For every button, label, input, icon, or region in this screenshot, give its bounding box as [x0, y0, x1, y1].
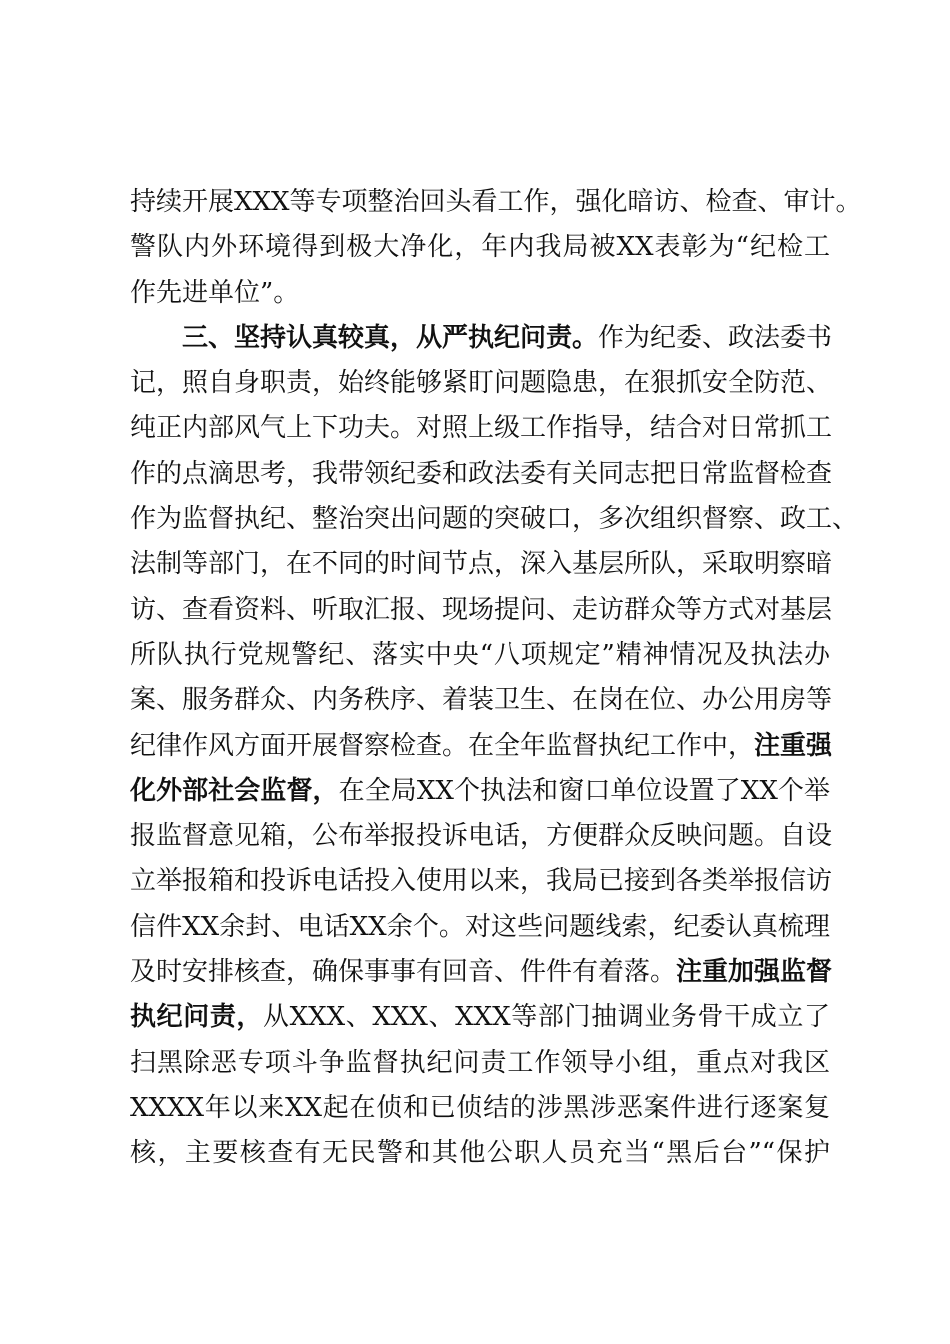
text-line — [130, 859, 833, 904]
text-run: 作为纪委、政法委书 — [598, 322, 833, 353]
text-run: 纪律作风方面开展督察检查。在全年监督执纪工作中， — [130, 730, 755, 761]
section-heading: 三、坚持认真较真，从严执纪问责。 — [182, 322, 599, 353]
text-line — [130, 452, 833, 497]
text-run: 纯正内部风气上下功夫。对照上级工作指导，结合对日常抓工 — [130, 413, 833, 444]
text-run: 案、服务群众、内务秩序、着装卫生、在岗在位、办公用房等 — [130, 685, 833, 716]
text-line — [130, 225, 830, 270]
text-line — [130, 271, 830, 316]
emphasis-run: 化外部社会监督， — [130, 775, 339, 806]
body-text — [130, 180, 862, 1177]
text-run: 警队内外环境得到极大净化，年内我局被XX表彰为“纪检工 — [130, 232, 830, 263]
emphasis-run: 执纪问责， — [130, 1002, 264, 1033]
text-line — [130, 769, 830, 814]
text-line — [130, 361, 833, 406]
text-run: 报监督意见箱，公布举报投诉电话，方便群众反映问题。自设 — [130, 821, 833, 852]
text-line — [130, 995, 830, 1040]
text-run: XXXX年以来XX起在侦和已侦结的涉黑涉恶案件进行逐案复 — [130, 1092, 830, 1123]
text-run: 所队执行党规警纪、落实中央“八项规定”精神情况及执法办 — [130, 639, 830, 670]
text-line — [130, 588, 833, 633]
text-run: 持续开展XXX等专项整治回头看工作，强化暗访、检查、审计。 — [130, 187, 862, 217]
text-line — [130, 814, 833, 859]
text-line — [130, 1131, 830, 1176]
emphasis-run: 注重强 — [754, 730, 833, 761]
emphasis-run: 注重加强监督 — [676, 957, 833, 988]
text-line — [130, 633, 830, 678]
section-heading-line — [130, 316, 833, 361]
text-run: 从XXX、XXX、XXX等部门抽调业务骨干成立了 — [263, 1002, 830, 1033]
text-line — [130, 905, 830, 950]
text-line — [130, 724, 833, 769]
text-run: 法制等部门，在不同的时间节点，深入基层所队，采取明察暗 — [130, 549, 833, 580]
text-line — [130, 542, 833, 587]
text-run: 记，照自身职责，始终能够紧盯问题隐患，在狠抓安全防范、 — [130, 368, 833, 399]
text-run: 信件XX余封、电话XX余个。对这些问题线索，纪委认真梳理 — [130, 911, 830, 942]
text-run: 立举报箱和投诉电话投入使用以来，我局已接到各类举报信访 — [130, 866, 833, 897]
text-run: 扫黑除恶专项斗争监督执纪问责工作领导小组，重点对我区 — [130, 1047, 830, 1078]
text-line — [130, 1041, 830, 1086]
text-line — [130, 950, 833, 995]
text-run: 作的点滴思考，我带领纪委和政法委有关同志把日常监督检查 — [130, 458, 833, 489]
text-line — [130, 497, 859, 542]
text-line — [130, 180, 862, 225]
text-run: 作先进单位”。 — [130, 277, 300, 308]
text-run: 在全局XX个执法和窗口单位设置了XX个举 — [338, 775, 830, 806]
text-run: 作为监督执纪、整治突出问题的突破口，多次组织督察、政工、 — [130, 504, 859, 535]
text-line — [130, 1086, 830, 1131]
text-run: 核，主要核查有无民警和其他公职人员充当“黑后台”“保护 — [130, 1138, 830, 1169]
text-line — [130, 678, 833, 723]
text-line — [130, 406, 833, 451]
text-run: 访、查看资料、听取汇报、现场提问、走访群众等方式对基层 — [130, 594, 833, 625]
text-run: 及时安排核查，确保事事有回音、件件有着落。 — [130, 957, 677, 988]
